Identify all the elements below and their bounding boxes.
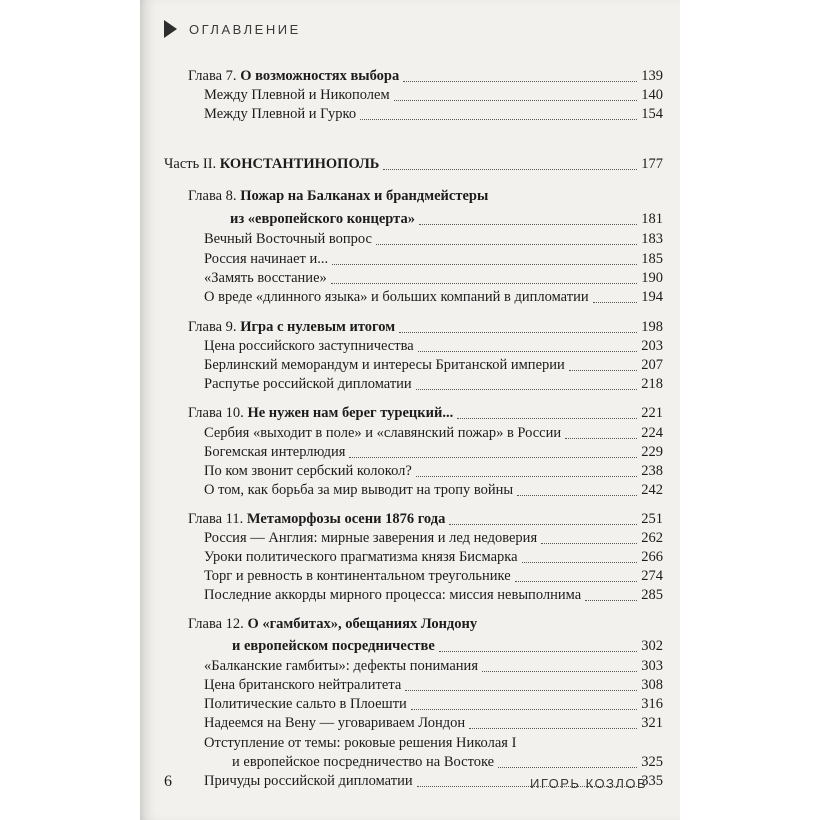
toc-section-entry	[230, 210, 663, 229]
toc-page-number: 303	[641, 658, 663, 674]
dot-leader	[541, 543, 637, 544]
running-footer-author: ИГОРЬ КОЗЛОВ	[530, 776, 648, 791]
toc-entry-prefix: Глава 7.	[188, 68, 241, 84]
dot-leader	[469, 728, 637, 729]
toc-entry-title: из «европейского концерта»	[230, 211, 415, 227]
toc-section-entry	[204, 695, 663, 714]
toc-chapter-entry	[188, 510, 663, 529]
toc-entry-title: Берлинский меморандум и интересы Британской империи	[204, 357, 565, 373]
toc-page-number: 181	[641, 211, 663, 227]
toc-section-entry	[204, 86, 663, 105]
toc-entry-title: и европейское посредничество на Востоке	[232, 754, 495, 770]
dot-leader	[405, 690, 637, 691]
dot-leader	[419, 224, 637, 225]
toc-page-number: 203	[641, 338, 663, 354]
toc-section-entry	[204, 529, 663, 548]
toc-page-number: 139	[641, 68, 663, 84]
dot-leader	[332, 264, 637, 265]
dot-leader	[517, 495, 637, 496]
running-header	[164, 20, 301, 38]
toc-entry-title: «Замять восстание»	[204, 270, 327, 286]
toc-page-number: 218	[641, 376, 663, 392]
toc-entry-title: О том, как борьба за мир выводит на тропу войны	[204, 482, 514, 498]
toc-entry-title: Отступление от темы: роковые решения Николая I	[204, 735, 517, 751]
toc-entry-title: и европейском посредничестве	[232, 638, 435, 654]
toc-entry-prefix: Глава 9.	[188, 319, 241, 335]
dot-leader	[376, 244, 637, 245]
toc-section-entry	[204, 676, 663, 695]
dot-leader	[585, 600, 637, 601]
toc-entry-prefix: Глава 10.	[188, 405, 248, 421]
toc-section-entry	[204, 714, 663, 733]
toc-chapter-entry	[188, 615, 663, 634]
dot-leader	[331, 283, 637, 284]
toc-entry-title: О вреде «длинного языка» и больших компаний в дипломатии	[204, 289, 589, 305]
toc-page-number: 316	[641, 696, 663, 712]
dot-leader	[411, 709, 637, 710]
toc-page-number: 183	[641, 231, 663, 247]
toc-entry-title: Между Плевной и Никополем	[204, 87, 390, 103]
dot-leader	[360, 119, 637, 120]
toc-entry-title: Между Плевной и Гурко	[204, 106, 357, 122]
dot-leader	[349, 457, 637, 458]
toc-entry-title: Игра с нулевым итогом	[240, 319, 396, 335]
dot-leader	[403, 81, 637, 82]
dot-leader	[416, 476, 637, 477]
toc-page-number: 177	[641, 156, 663, 172]
toc-page-number: 207	[641, 357, 663, 373]
toc-chapter-entry	[188, 404, 663, 423]
dot-leader	[399, 332, 637, 333]
toc-page-number: 190	[641, 270, 663, 286]
toc-section-entry	[204, 105, 663, 124]
toc-entry-title: Распутье российской дипломатии	[204, 376, 412, 392]
dot-leader	[482, 671, 637, 672]
toc-section-entry	[204, 657, 663, 676]
dot-leader	[394, 100, 638, 101]
toc-section-entry	[204, 424, 663, 443]
dot-leader	[569, 370, 637, 371]
dot-leader	[593, 302, 638, 303]
toc-section-entry	[204, 548, 663, 567]
toc-entry-title: По ком звонит сербский колокол?	[204, 463, 412, 479]
toc-entry-title: Метаморфозы осени 1876 года	[246, 511, 446, 527]
toc-page-number: 262	[641, 530, 663, 546]
dot-leader	[565, 438, 637, 439]
toc-chapter-entry	[164, 155, 663, 174]
dot-leader	[498, 767, 637, 768]
toc-page-number: 321	[641, 715, 663, 731]
dot-leader	[457, 418, 637, 419]
toc-page-number: 224	[641, 425, 663, 441]
toc-page-number: 325	[641, 754, 663, 770]
toc-section-entry	[204, 269, 663, 288]
toc-entry-title: Пожар на Балканах и брандмейстеры	[240, 188, 489, 204]
toc-page-number: 238	[641, 463, 663, 479]
dot-leader	[515, 581, 638, 582]
toc-entry-title: КОНСТАНТИНОПОЛЬ	[219, 156, 380, 172]
toc-page-number: 335	[641, 773, 663, 789]
page-number: 6	[164, 773, 172, 790]
toc-entry-prefix: Часть II.	[164, 156, 220, 172]
toc-entry-prefix: Глава 8.	[188, 188, 241, 204]
toc-entry-title: Сербия «выходит в поле» и «славянский пожар» в России	[204, 425, 562, 441]
toc-section-entry	[204, 337, 663, 356]
toc-section-entry	[204, 288, 663, 307]
toc-page-number: 302	[641, 638, 663, 654]
toc-page-number: 308	[641, 677, 663, 693]
dot-leader	[418, 351, 638, 352]
toc-chapter-entry	[188, 67, 663, 86]
toc-entry-title: Россия — Англия: мирные заверения и лед недоверия	[204, 530, 538, 546]
toc-section-entry	[204, 375, 663, 394]
toc-page-number: 194	[641, 289, 663, 305]
toc-section-entry	[204, 230, 663, 249]
toc-page-number: 242	[641, 482, 663, 498]
toc-entry-title: Вечный Восточный вопрос	[204, 231, 372, 247]
toc-section-entry	[204, 356, 663, 375]
toc-page-number: 251	[641, 511, 663, 527]
toc-entry-prefix: Глава 11.	[188, 511, 247, 527]
toc-section-entry	[204, 443, 663, 462]
toc-chapter-entry	[188, 187, 663, 206]
toc-section-entry	[204, 567, 663, 586]
arrow-icon	[164, 20, 177, 38]
toc-entry-title: Причуды российской дипломатии	[204, 773, 413, 789]
dot-leader	[416, 389, 638, 390]
toc-page-number: 198	[641, 319, 663, 335]
toc-entry-prefix: Глава 12.	[188, 616, 248, 632]
toc-entry-title: Уроки политического прагматизма князя Бисмарка	[204, 549, 518, 565]
toc-section-entry	[232, 753, 663, 772]
toc-section-entry	[204, 481, 663, 500]
toc-page-number: 221	[641, 405, 663, 421]
toc-section-entry	[204, 586, 663, 605]
toc-entry-title: Последние аккорды мирного процесса: миссия невыполнима	[204, 587, 582, 603]
toc-entry-title: Торг и ревность в континентальном треугольнике	[204, 568, 511, 584]
dot-leader	[449, 524, 637, 525]
toc-entry-title: Богемская интерлюдия	[204, 444, 346, 460]
toc-page-number: 274	[641, 568, 663, 584]
header-title: ОГЛАВЛЕНИЕ	[189, 21, 301, 37]
dot-leader	[522, 562, 638, 563]
toc-entry-title: «Балканские гамбиты»: дефекты понимания	[204, 658, 478, 674]
toc-entry-title: Россия начинает и...	[204, 251, 329, 267]
dot-leader	[439, 651, 637, 652]
toc-entry-title: Политические сальто в Плоешти	[204, 696, 407, 712]
toc-entry-title: Надеемся на Вену — уговариваем Лондон	[204, 715, 466, 731]
toc-section-entry	[204, 462, 663, 481]
toc-page-number: 140	[641, 87, 663, 103]
toc-page-number: 229	[641, 444, 663, 460]
toc-section-entry	[204, 734, 663, 753]
toc-section-entry	[232, 637, 663, 656]
toc-page-number: 154	[641, 106, 663, 122]
toc-entry-title: О возможностях выбора	[240, 68, 400, 84]
toc-entry-title: Цена российского заступничества	[204, 338, 414, 354]
toc-entry-title: О «гамбитах», обещаниях Лондону	[247, 616, 478, 632]
toc-section-entry	[204, 250, 663, 269]
toc-page-number: 285	[641, 587, 663, 603]
toc-page-number: 266	[641, 549, 663, 565]
toc-chapter-entry	[188, 318, 663, 337]
toc-entry-title: Цена британского нейтралитета	[204, 677, 402, 693]
toc-entry-title: Не нужен нам берег турецкий...	[247, 405, 454, 421]
dot-leader	[383, 169, 637, 170]
toc-page-number: 185	[641, 251, 663, 267]
